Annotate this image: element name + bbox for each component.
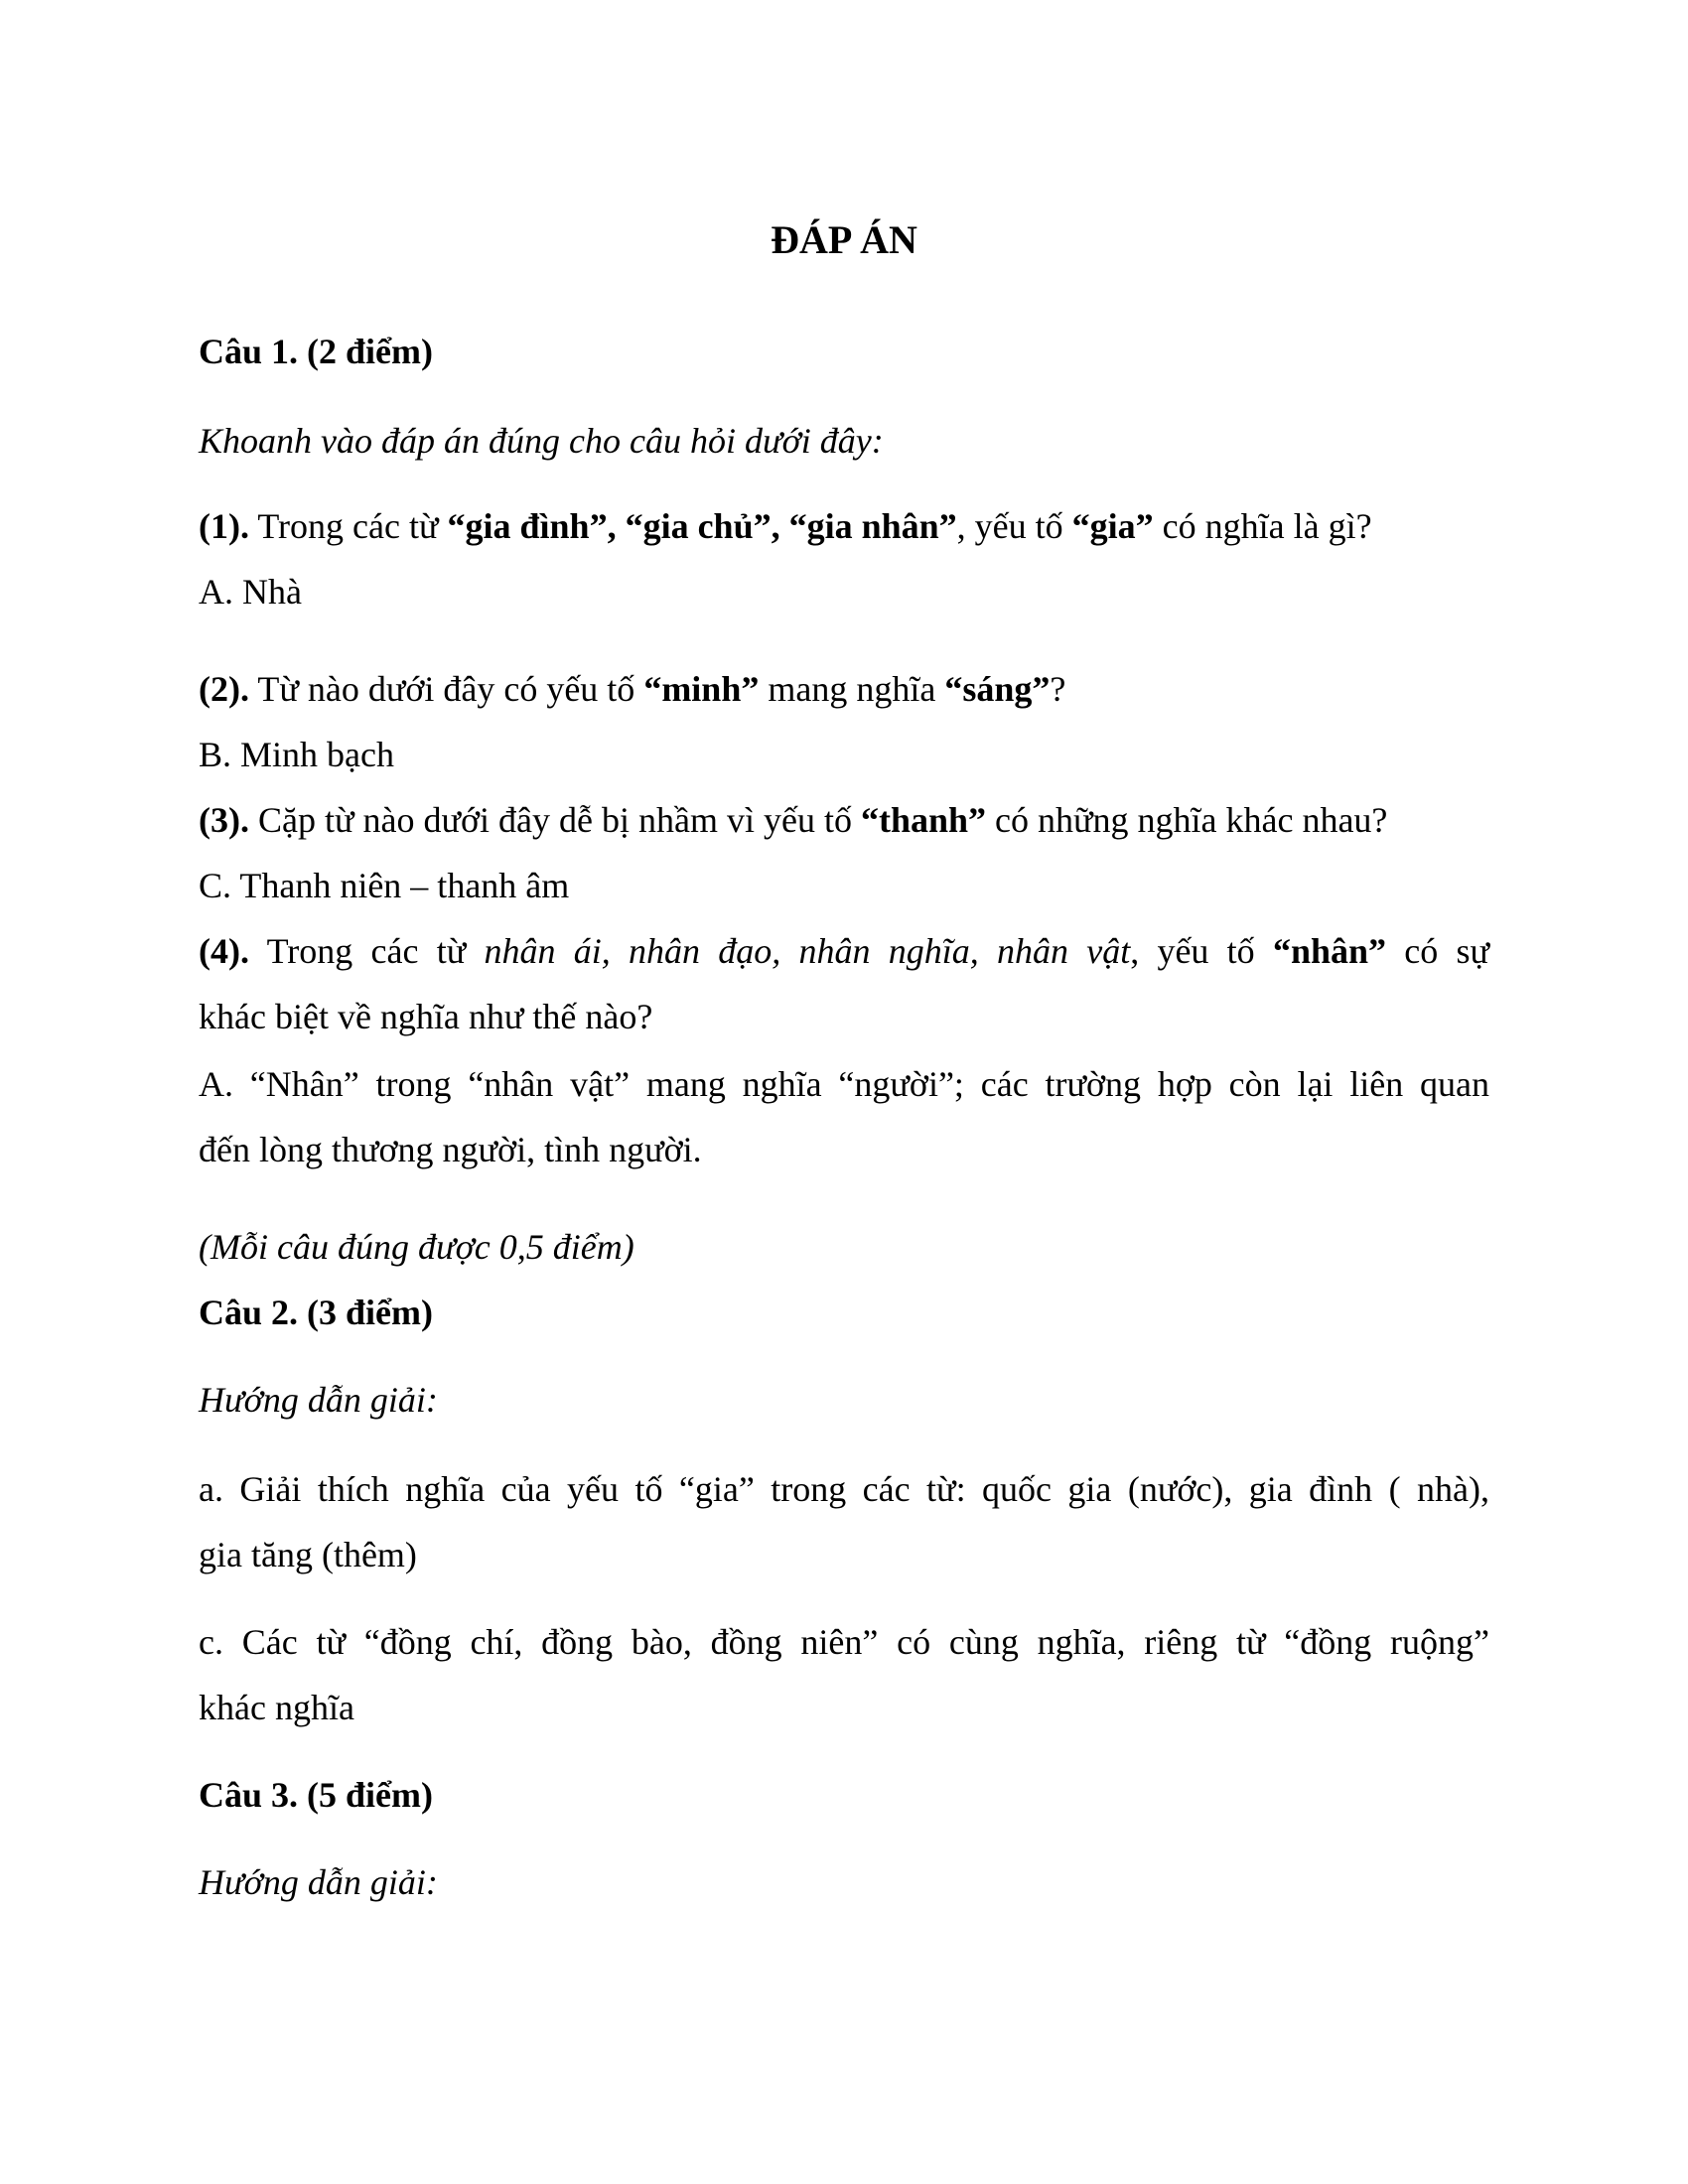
q1-heading: Câu 1. (2 điểm) [199, 332, 433, 371]
q1-item4-text: Trong các từ [248, 931, 485, 971]
q2-part-a: a. Giải thích nghĩa của yếu tố “gia” trong các từ: quốc gia (nước), gia đình ( nhà), [199, 1469, 1489, 1509]
q1-item4-terms: nhân ái, nhân đạo, nhân nghĩa, nhân vật [484, 931, 1131, 971]
q1-item4-keyword: “nhân” [1272, 931, 1387, 971]
q1-item4-text: , yếu tố [1130, 931, 1273, 971]
q1-instruction: Khoanh vào đáp án đúng cho câu hỏi dưới đây: [199, 421, 884, 461]
q1-item1-question [199, 502, 1489, 550]
q1-item1-text: có nghĩa là gì? [1153, 506, 1372, 546]
q1-item2-number: (2). [199, 669, 249, 709]
q2-part-c: c. Các từ “đồng chí, đồng bào, đồng niên” có cùng nghĩa, riêng từ “đồng ruộng” [199, 1622, 1489, 1662]
q1-item2-text: ? [1050, 669, 1066, 709]
q1-item2-text: mang nghĩa [759, 669, 945, 709]
q1-item4-answer: A. “Nhân” trong “nhân vật” mang nghĩa “người”; các trường hợp còn lại liên quan [199, 1064, 1489, 1104]
q1-item3-answer: C. Thanh niên – thanh âm [199, 866, 570, 905]
q1-item4-number: (4). [199, 931, 249, 971]
q1-item2-keyword: “sáng” [944, 669, 1051, 709]
q2-guide: Hướng dẫn giải: [199, 1380, 438, 1420]
q1-score-note: (Mỗi câu đúng được 0,5 điểm) [199, 1227, 634, 1267]
q1-item1-keyword: “gia” [1071, 506, 1154, 546]
q3-heading: Câu 3. (5 điểm) [199, 1775, 433, 1815]
q1-item4-question-cont: khác biệt về nghĩa như thế nào? [199, 997, 653, 1036]
q1-item4-answer-cont: đến lòng thương người, tình người. [199, 1130, 702, 1169]
q1-item1-text: Trong các từ [248, 506, 448, 546]
page-title: ĐÁP ÁN [771, 217, 917, 262]
q1-item1-text: , yếu tố [956, 506, 1072, 546]
q2-heading: Câu 2. (3 điểm) [199, 1293, 433, 1332]
q1-item3-number: (3). [199, 800, 249, 840]
q1-item2-keyword: “minh” [643, 669, 760, 709]
q1-item3-text: có những nghĩa khác nhau? [986, 800, 1388, 840]
q3-guide: Hướng dẫn giải: [199, 1862, 438, 1902]
q1-item4-text: có sự [1386, 931, 1490, 971]
q1-item1-answer: A. Nhà [199, 572, 302, 612]
q1-item3-text: Cặp từ nào dưới đây dễ bị nhầm vì yếu tố [248, 800, 861, 840]
q1-item3-question [199, 796, 1489, 844]
q1-item2-question [199, 665, 1489, 713]
q1-item1-terms: “gia đình”, “gia chủ”, “gia nhân” [447, 506, 957, 546]
q2-part-c-cont: khác nghĩa [199, 1688, 354, 1727]
q1-item2-answer: B. Minh bạch [199, 735, 394, 774]
q1-item3-keyword: “thanh” [860, 800, 987, 840]
q2-part-a-cont: gia tăng (thêm) [199, 1535, 417, 1574]
q1-item1-number: (1). [199, 506, 249, 546]
q1-item2-text: Từ nào dưới đây có yếu tố [248, 669, 644, 709]
q1-item4-question [199, 927, 1489, 975]
